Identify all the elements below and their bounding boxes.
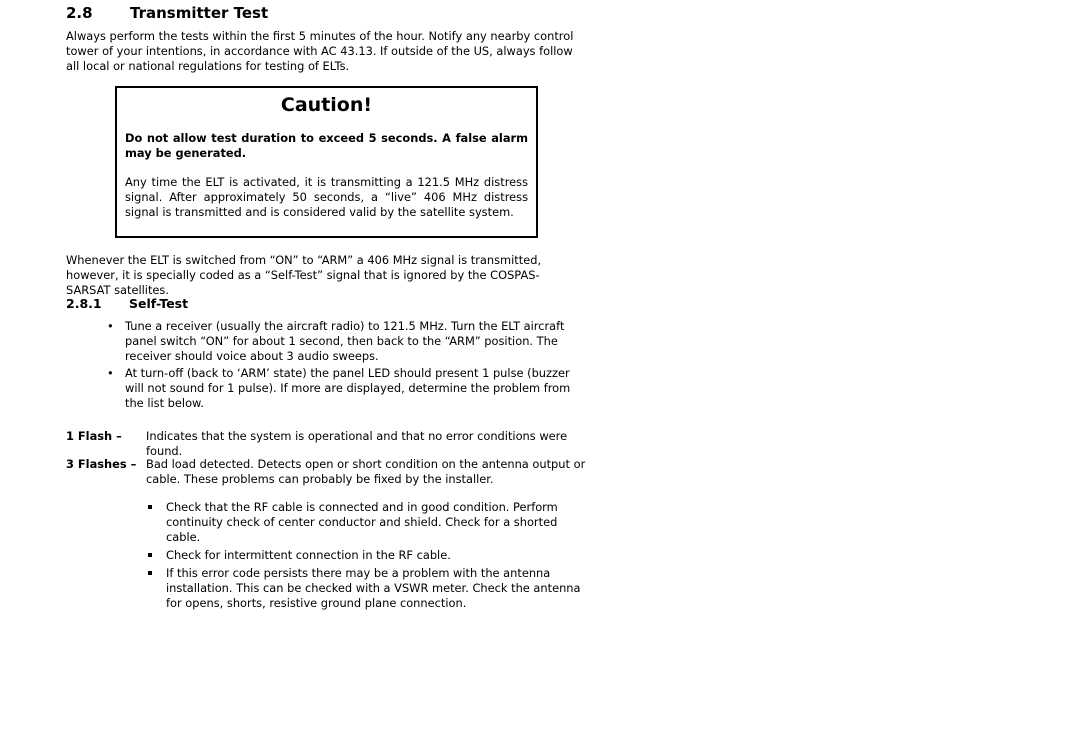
list-item — [107, 319, 587, 364]
caution-box — [115, 86, 538, 238]
flash-code-label: 3 Flashes – — [66, 457, 137, 471]
section-number: 2.8 — [66, 4, 93, 22]
bullet-icon: • — [107, 366, 114, 380]
flash-code-description: Indicates that the system is operational and that no error conditions were found. — [146, 429, 568, 458]
subsection-title: Self-Test — [129, 296, 189, 311]
section-title: Transmitter Test — [130, 4, 269, 22]
flash-code-description: Bad load detected. Detects open or short condition on the antenna output or cable. These problems can probably be fixed by the installer. — [146, 457, 586, 486]
flash-code-1 — [66, 429, 606, 459]
subsection-heading — [66, 296, 188, 311]
section-heading — [66, 4, 268, 22]
step-text: At turn-off (back to ‘ARM’ state) the panel LED should present 1 pulse (buzzer will not sound for 1 pulse). If more are displayed, determine the problem from the list below. — [125, 366, 571, 410]
list-item — [107, 366, 587, 411]
flash-code-label: 1 Flash – — [66, 429, 122, 443]
list-item — [146, 500, 586, 545]
self-test-steps — [107, 319, 587, 413]
list-item — [146, 548, 586, 563]
square-bullet-icon — [148, 571, 152, 575]
square-bullet-icon — [148, 505, 152, 509]
check-text: If this error code persists there may be a problem with the antenna installation. This can be checked with a VSWR meter. Check the antenna for opens, shorts, resistive ground plane connection. — [166, 566, 581, 610]
caution-body: Any time the ELT is activated, it is transmitting a 121.5 MHz distress signal. After approximately 50 seconds, a “live” 406 MHz distress signal is transmitted and is considered valid by the satellite system. — [125, 175, 528, 219]
check-text: Check for intermittent connection in the RF cable. — [166, 548, 451, 562]
switch-note-paragraph: Whenever the ELT is switched from “ON” to “ARM” a 406 MHz signal is transmitted, however, it is specially coded as a “Self-Test” signal that is ignored by the COSPAS-SARSAT satellites. — [66, 253, 542, 297]
check-text: Check that the RF cable is connected and in good condition. Perform continuity check of center conductor and shield. Check for a shorted cable. — [166, 500, 558, 544]
caution-warning: Do not allow test duration to exceed 5 seconds. A false alarm may be generated. — [125, 131, 528, 160]
caution-title: Caution! — [280, 94, 373, 116]
flash-code-3 — [66, 457, 606, 487]
list-item — [146, 566, 586, 611]
square-bullet-icon — [148, 553, 152, 557]
bullet-icon: • — [107, 319, 114, 333]
subsection-number: 2.8.1 — [66, 296, 102, 311]
intro-paragraph: Always perform the tests within the first 5 minutes of the hour. Notify any nearby control tower of your intentions, in accordance with AC 43.13. If outside of the US, always follow all local or national regulations for testing of ELTs. — [66, 29, 574, 73]
step-text: Tune a receiver (usually the aircraft radio) to 121.5 MHz. Turn the ELT aircraft panel switch “ON” for about 1 second, then back to the “ARM” position. The receiver should voice about 3 audio sweeps. — [125, 319, 565, 363]
three-flash-checks — [146, 500, 586, 614]
